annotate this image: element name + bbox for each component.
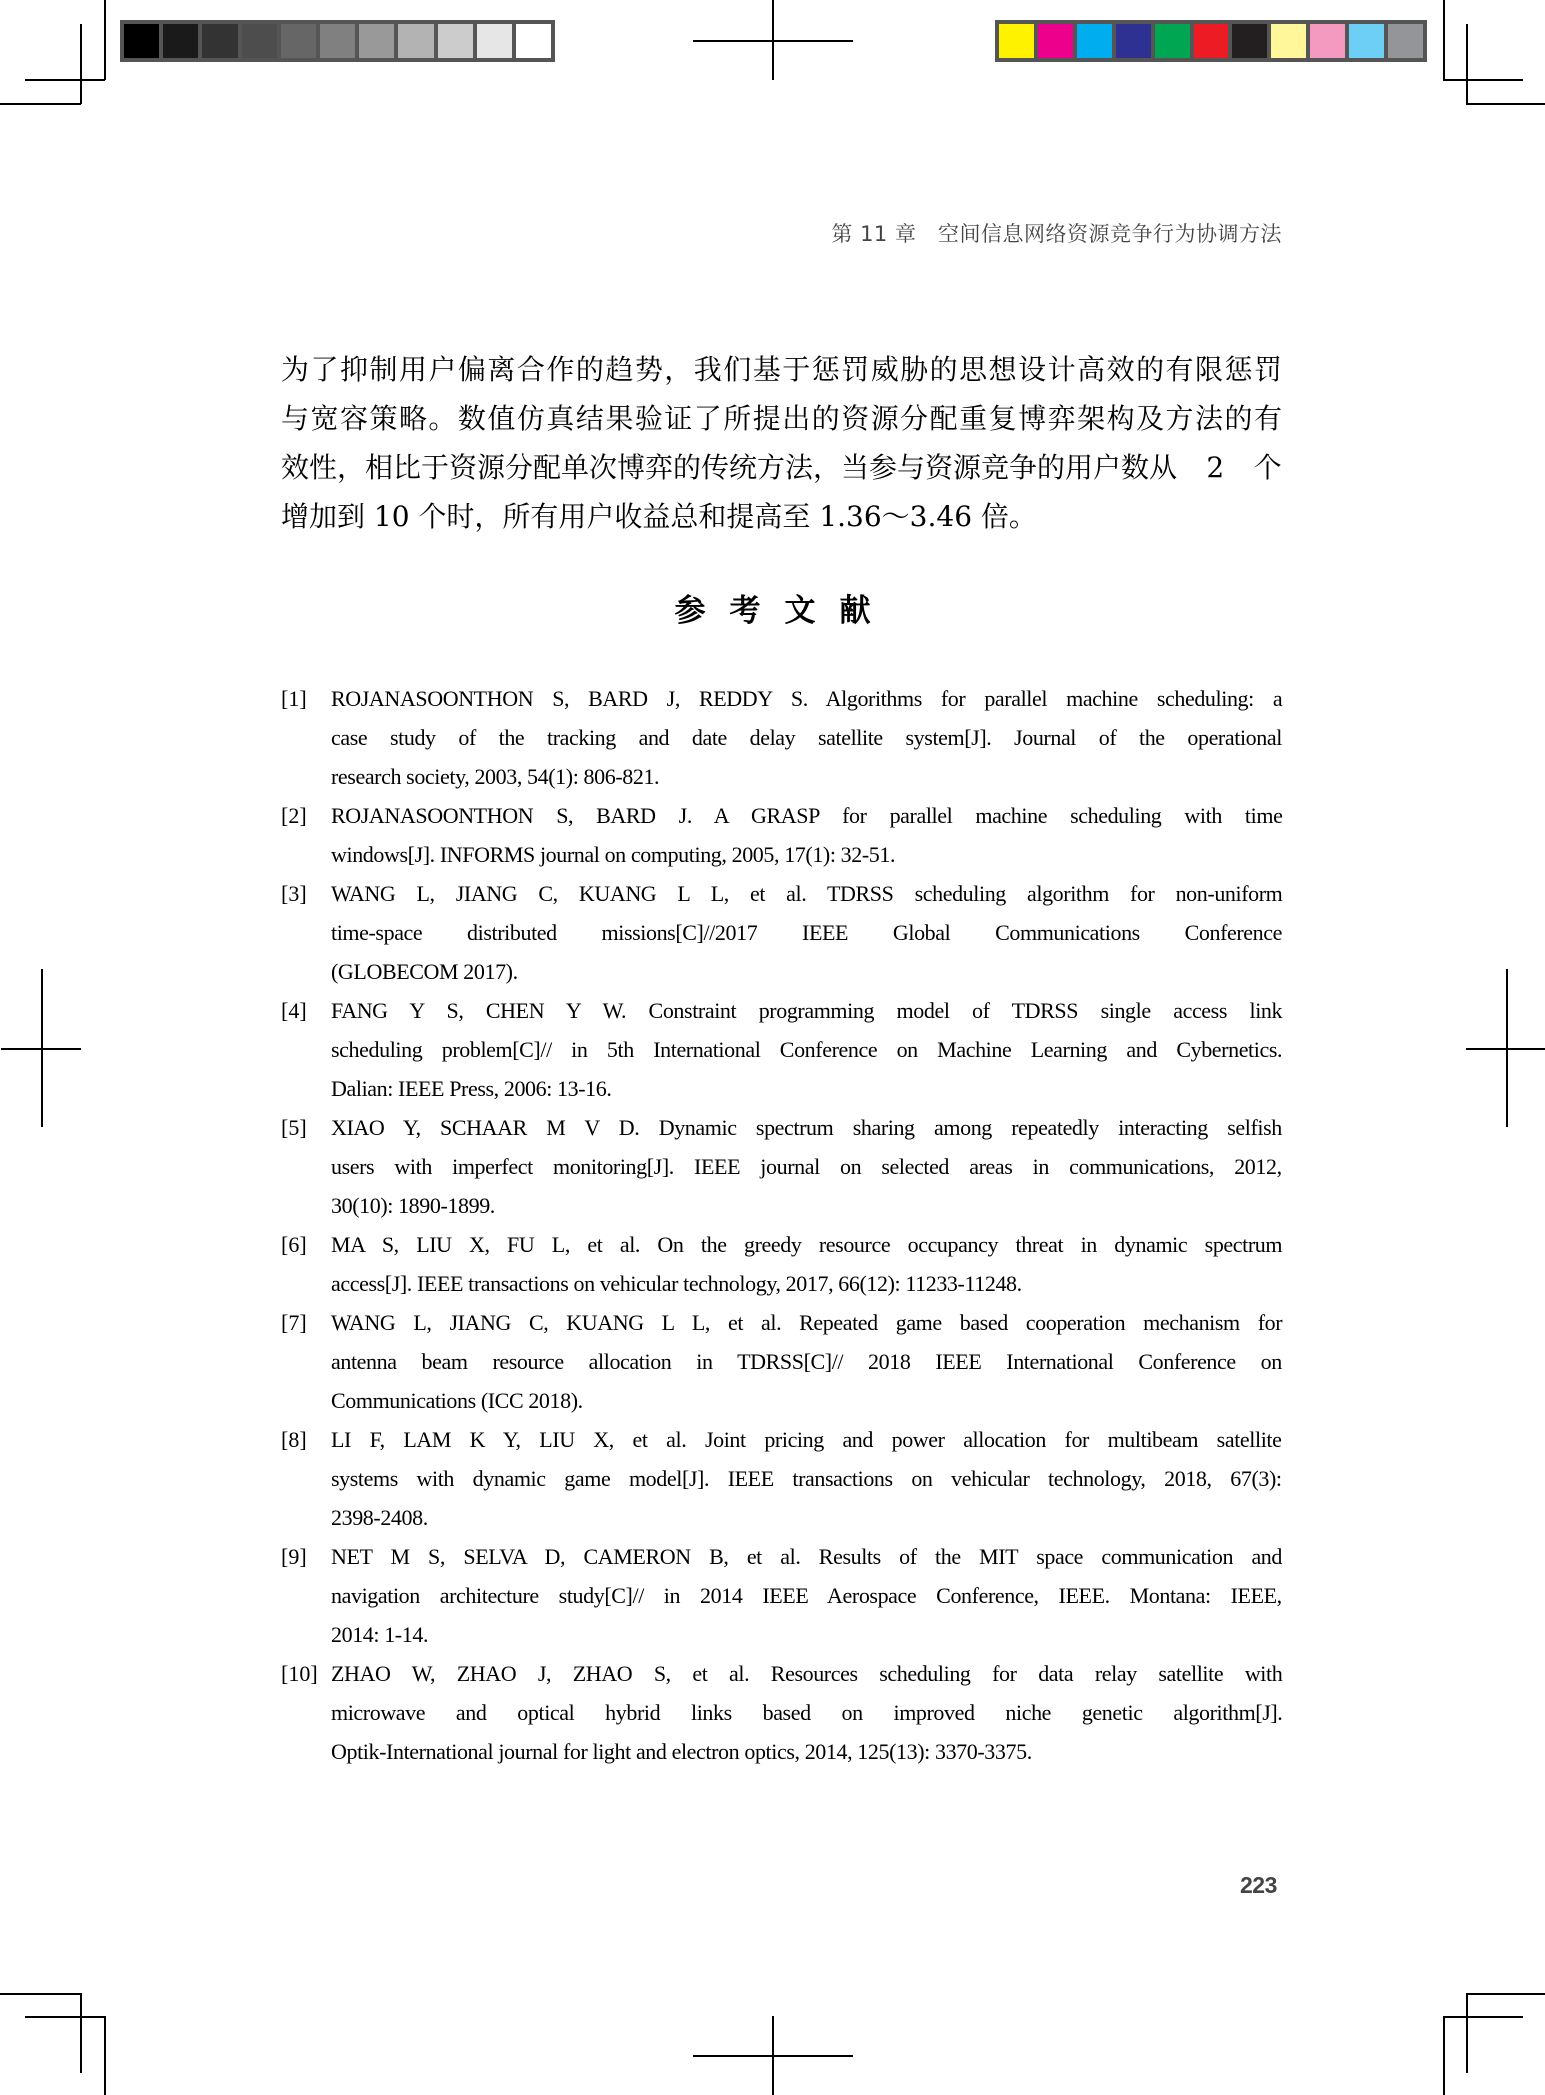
crop-mark-bottom-left xyxy=(0,1993,81,1995)
reference-number: [7] xyxy=(281,1310,307,1335)
reference-number: [5] xyxy=(281,1115,307,1140)
reference-line: Optik-International journal for light and electron optics, 2014, 125(13): 3370-3375. xyxy=(331,1739,1032,1764)
crop-mark-top-left xyxy=(104,0,106,80)
registration-mark-left xyxy=(1,1048,81,1050)
color-swatch xyxy=(398,24,433,58)
color-swatch xyxy=(281,24,316,58)
color-swatch xyxy=(124,24,159,58)
running-header xyxy=(831,218,1282,248)
paragraph-line: 效性，相比于资源分配单次博弈的传统方法，当参与资源竞争的用户数从 2 个 xyxy=(281,451,1282,484)
paragraph-line: 增加到 10 个时，所有用户收益总和提高至 1.36～3.46 倍。 xyxy=(281,500,1037,533)
color-calibration-bar xyxy=(995,20,1427,62)
color-swatch xyxy=(1232,24,1267,58)
color-swatch xyxy=(1194,24,1229,58)
color-swatch xyxy=(438,24,473,58)
reference-number: [9] xyxy=(281,1544,307,1569)
reference-line: FANG Y S, CHEN Y W. Constraint programming model of TDRSS single access link xyxy=(331,998,1283,1023)
references-heading: 参考文献 xyxy=(674,593,895,629)
crop-mark-top-right xyxy=(1443,79,1523,81)
crop-mark-bottom-right xyxy=(1466,1993,1545,1995)
color-swatch xyxy=(477,24,512,58)
reference-line: ROJANASOONTHON S, BARD J. A GRASP for parallel machine scheduling with time xyxy=(331,803,1283,828)
crop-mark-top-right xyxy=(1466,24,1468,104)
crop-mark-bottom-right xyxy=(1466,1993,1468,2073)
reference-number: [8] xyxy=(281,1427,307,1452)
color-swatch xyxy=(202,24,237,58)
reference-line: navigation architecture study[C]// in 2014 IEEE Aerospace Conference, IEEE. Montana: IEEE, xyxy=(331,1583,1282,1608)
reference-line: Dalian: IEEE Press, 2006: 13-16. xyxy=(331,1076,612,1101)
reference-line: NET M S, SELVA D, CAMERON B, et al. Results of the MIT space communication and xyxy=(331,1544,1283,1569)
reference-line: (GLOBECOM 2017). xyxy=(331,959,518,984)
reference-line: access[J]. IEEE transactions on vehicular technology, 2017, 66(12): 11233-11248. xyxy=(331,1271,1022,1296)
reference-line: Communications (ICC 2018). xyxy=(331,1388,583,1413)
registration-mark-right xyxy=(1466,1048,1545,1050)
color-swatch xyxy=(1271,24,1306,58)
crop-mark-top-left xyxy=(0,103,81,105)
reference-line: antenna beam resource allocation in TDRSS[C]// 2018 IEEE International Conference on xyxy=(331,1349,1282,1374)
reference-line: systems with dynamic game model[J]. IEEE transactions on vehicular technology, 2018, 67(3): xyxy=(331,1466,1282,1491)
chapter-title: 空间信息网络资源竞争行为协调方法 xyxy=(938,222,1282,246)
crop-mark-bottom-left xyxy=(80,1993,82,2073)
reference-number: [6] xyxy=(281,1232,307,1257)
reference-number: [1] xyxy=(281,686,307,711)
reference-line: scheduling problem[C]// in 5th International Conference on Machine Learning and Cybernetics. xyxy=(331,1037,1283,1062)
reference-line: time-space distributed missions[C]//2017 IEEE Global Communications Conference xyxy=(331,920,1282,945)
reference-line: WANG L, JIANG C, KUANG L L, et al. Repeated game based cooperation mechanism for xyxy=(331,1310,1283,1335)
color-swatch xyxy=(516,24,551,58)
reference-line: 30(10): 1890-1899. xyxy=(331,1193,495,1218)
crop-mark-bottom-left xyxy=(25,2016,105,2018)
reference-line: 2014: 1-14. xyxy=(331,1622,429,1647)
crop-mark-top-left xyxy=(80,24,82,104)
color-swatch xyxy=(242,24,277,58)
crop-mark-bottom-left xyxy=(104,2016,106,2095)
color-swatch xyxy=(1388,24,1423,58)
reference-line: XIAO Y, SCHAAR M V D. Dynamic spectrum sharing among repeatedly interacting selfish xyxy=(331,1115,1282,1140)
crop-mark-top-left xyxy=(25,79,105,81)
crop-mark-top-right xyxy=(1443,0,1445,80)
page-number: 223 xyxy=(1240,1872,1277,1898)
crop-mark-top-right xyxy=(1466,103,1545,105)
reference-number: [3] xyxy=(281,881,307,906)
reference-line: ZHAO W, ZHAO J, ZHAO S, et al. Resources scheduling for data relay satellite with xyxy=(331,1661,1283,1686)
reference-line: 2398-2408. xyxy=(331,1505,428,1530)
color-swatch xyxy=(1155,24,1190,58)
reference-line: users with imperfect monitoring[J]. IEEE journal on selected areas in communications, 2012, xyxy=(331,1154,1282,1179)
reference-number: [4] xyxy=(281,998,307,1023)
reference-line: windows[J]. INFORMS journal on computing, 2005, 17(1): 32-51. xyxy=(331,842,896,867)
color-swatch xyxy=(1038,24,1073,58)
reference-number: [2] xyxy=(281,803,307,828)
color-swatch xyxy=(320,24,355,58)
reference-line: research society, 2003, 54(1): 806-821. xyxy=(331,764,660,789)
reference-line: MA S, LIU X, FU L, et al. On the greedy resource occupancy threat in dynamic spectrum xyxy=(331,1232,1283,1257)
reference-line: microwave and optical hybrid links based on improved niche genetic algorithm[J]. xyxy=(331,1700,1283,1725)
color-swatch xyxy=(1116,24,1151,58)
color-swatch xyxy=(359,24,394,58)
color-swatch xyxy=(999,24,1034,58)
color-swatch xyxy=(1077,24,1112,58)
color-swatch xyxy=(1310,24,1345,58)
reference-line: LI F, LAM K Y, LIU X, et al. Joint pricing and power allocation for multibeam satellite xyxy=(331,1427,1282,1452)
registration-mark-top xyxy=(693,40,853,42)
color-swatch xyxy=(163,24,198,58)
crop-mark-bottom-right xyxy=(1443,2016,1523,2018)
crop-mark-bottom-right xyxy=(1443,2016,1445,2095)
reference-line: WANG L, JIANG C, KUANG L L, et al. TDRSS scheduling algorithm for non-uniform xyxy=(331,881,1283,906)
grayscale-calibration-bar xyxy=(120,20,555,62)
paragraph-line: 与宽容策略。数值仿真结果验证了所提出的资源分配重复博弈架构及方法的有 xyxy=(281,402,1284,435)
chapter-number: 第 11 章 xyxy=(831,222,917,246)
reference-number: [10] xyxy=(281,1661,318,1686)
paragraph-line: 为了抑制用户偏离合作的趋势，我们基于惩罚威胁的思想设计高效的有限惩罚 xyxy=(281,353,1284,386)
color-swatch xyxy=(1349,24,1384,58)
reference-line: case study of the tracking and date delay satellite system[J]. Journal of the operational xyxy=(331,725,1282,750)
registration-mark-bottom xyxy=(693,2055,853,2057)
reference-line: ROJANASOONTHON S, BARD J, REDDY S. Algorithms for parallel machine scheduling: a xyxy=(331,686,1283,711)
